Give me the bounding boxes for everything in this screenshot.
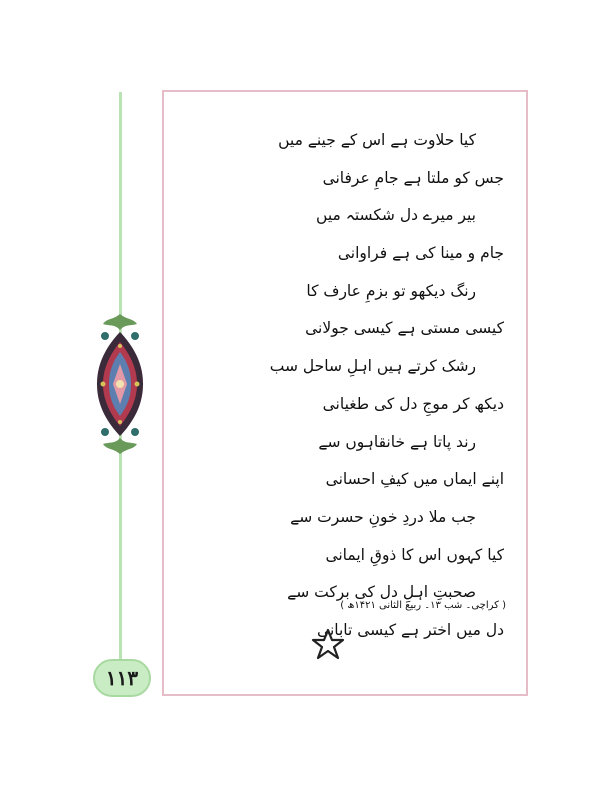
poem-line: دل میں اختر ہے کیسی تابانی xyxy=(317,620,504,639)
poem-line: جس کو ملتا ہے جامِ عرفانی xyxy=(322,168,504,187)
floral-ornament xyxy=(93,312,147,456)
poem-line: صحبتِ اہلِ دل کی برکت سے xyxy=(287,583,476,602)
poem-line: رشک کرتے ہیں اہلِ ساحل سب xyxy=(269,357,476,376)
poem-line: رند پاتا ہے خانقاہوں سے xyxy=(318,432,476,451)
poem-line: کیسی مستی ہے کیسی جولانی xyxy=(305,319,504,338)
page-number: ۱۱۳ xyxy=(93,659,151,697)
poem-line: اپنے ایماں میں کیفِ احسانی xyxy=(325,470,504,489)
poem xyxy=(176,122,504,650)
poem-line: بیر میرے دل شکستہ میں xyxy=(316,206,476,225)
poem-line: دیکھ کر موجِ دل کی طغیانی xyxy=(322,394,504,413)
poem-line: جب ملا دردِ خونِ حسرت سے xyxy=(290,507,476,526)
poem-line: جام و مینا کی ہے فراوانی xyxy=(337,244,504,263)
star-icon xyxy=(311,628,345,662)
date-note: ( کراچی۔ شب ۱۳۔ ربیع الثانی ۱۴۲۱ھ ) xyxy=(340,600,506,611)
poem-line: رنگ دیکھو تو بزمِ عارف کا xyxy=(306,281,476,300)
poem-line: کیا کہوں اس کا ذوقِ ایمانی xyxy=(325,545,504,564)
poem-line: کیا حلاوت ہے اس کے جینے میں xyxy=(278,131,476,149)
